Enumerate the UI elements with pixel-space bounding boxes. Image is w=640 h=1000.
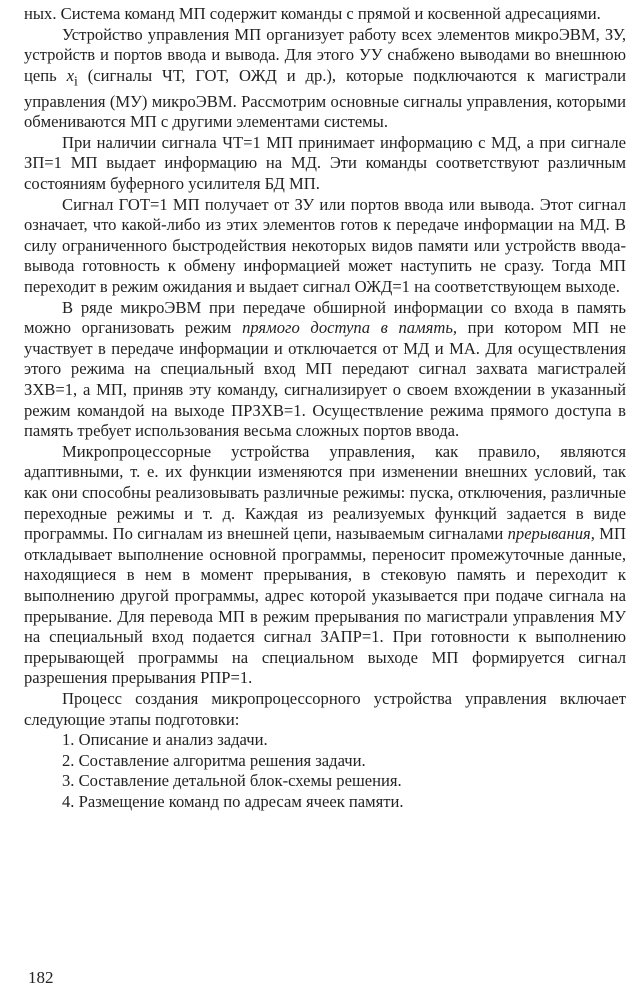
paragraph-text: (сигналы ЧТ, ГОТ, ОЖД и др.), которые подключаются к магистрали управления (МУ) микроЭВМ. Рассмотрим основные сигналы управления, которыми обмениваются МП с другими элементами системы. [24, 65, 627, 132]
variable-subscript: i [73, 73, 78, 89]
page-number: 182 [28, 968, 54, 987]
paragraph-text: В ряде микроЭВМ при передаче обширной информации со входа в память можно организовать режим [24, 297, 626, 338]
emphasis-dma: прямого доступа в память, [242, 318, 458, 338]
paragraph-direct-memory-access [24, 298, 626, 442]
list-item: 1. Описание и анализ задачи. [62, 730, 268, 750]
paragraph-ready-signal: Сигнал ГОТ=1 МП получает от ЗУ или портов ввода или вывода. Этот сигнал означает, что какой-либо из этих элементов готов к передаче информации на МД. В силу ограниченного быстродействия некоторых видов памяти или устройств ввода-вывода готовность к обмену информацией может наступить не сразу. Тогда МП переходит в режим ожидания и выдает сигнал ОЖД=1 на соответствующем выходе. [24, 194, 626, 297]
variable-x: x [66, 65, 74, 85]
paragraph-interrupts [24, 442, 626, 689]
paragraph-continuation: ных. Система команд МП содержит команды с прямой и косвенной адресациями. [24, 4, 601, 23]
emphasis-interrupt: прерывания, [507, 524, 595, 544]
paragraph-text: Микропроцессорные устройства управления, как правило, являются адаптивными, т. е. их функции изменяются при изменении внешних условий, так как они способны реализовывать различные режимы: пуска, отключения, различные переходные режимы и т. д. Каждая из реализуемых функций задается в виде программы. По сигналам из внешней цепи, называемым сигналами [24, 441, 626, 544]
list-item: 4. Размещение команд по адресам ячеек памяти. [62, 791, 404, 811]
paragraph-text: МП откладывает выполнение основной программы, переносит промежуточные данные, находящиеся в нем в момент прерывания, в стековую память и переходит к выполнению другой программы, адрес которой указывается при подаче сигнала на прерывание. Для перевода МП в режим прерывания по магистрали управления МУ на специальный вход подается сигнал ЗАПР=1. При готовности к выполнению прерывающей программы на специальном выходе МП формируется сигнал разрешения прерывания РПР=1. [24, 524, 626, 688]
paragraph-control-unit [24, 25, 626, 133]
paragraph-read-write-signals: При наличии сигнала ЧТ=1 МП принимает информацию с МД, а при сигнале ЗП=1 МП выдает информацию на МД. Эти команды соответствуют различным состояниям буферного усилителя БД МП. [24, 132, 626, 194]
list-item: 3. Составление детальной блок-схемы решения. [62, 771, 402, 791]
paragraph-text: при котором МП не участвует в передаче информации и отключается от МД и МА. Для осуществления этого режима на специальный вход МП передают сигнал захвата магистралей ЗХВ=1, а МП, приняв эту команду, сигнализирует о своем вхождении в указанный режим командой на выходе ПРЗХВ=1. Осуществление режима прямого доступа в память требует использования весьма сложных портов ввода. [24, 318, 627, 441]
paragraph-design-process: Процесс создания микропроцессорного устройства управления включает следующие этапы подготовки: [24, 688, 626, 729]
list-item: 2. Составление алгоритма решения задачи. [62, 750, 366, 770]
paragraph-text: Устройство управления МП организует работу всех элементов микроЭВМ, ЗУ, устройств и портов ввода и вывода. Для этого УУ снабжено выводами во внешнюю цепь [24, 24, 626, 85]
